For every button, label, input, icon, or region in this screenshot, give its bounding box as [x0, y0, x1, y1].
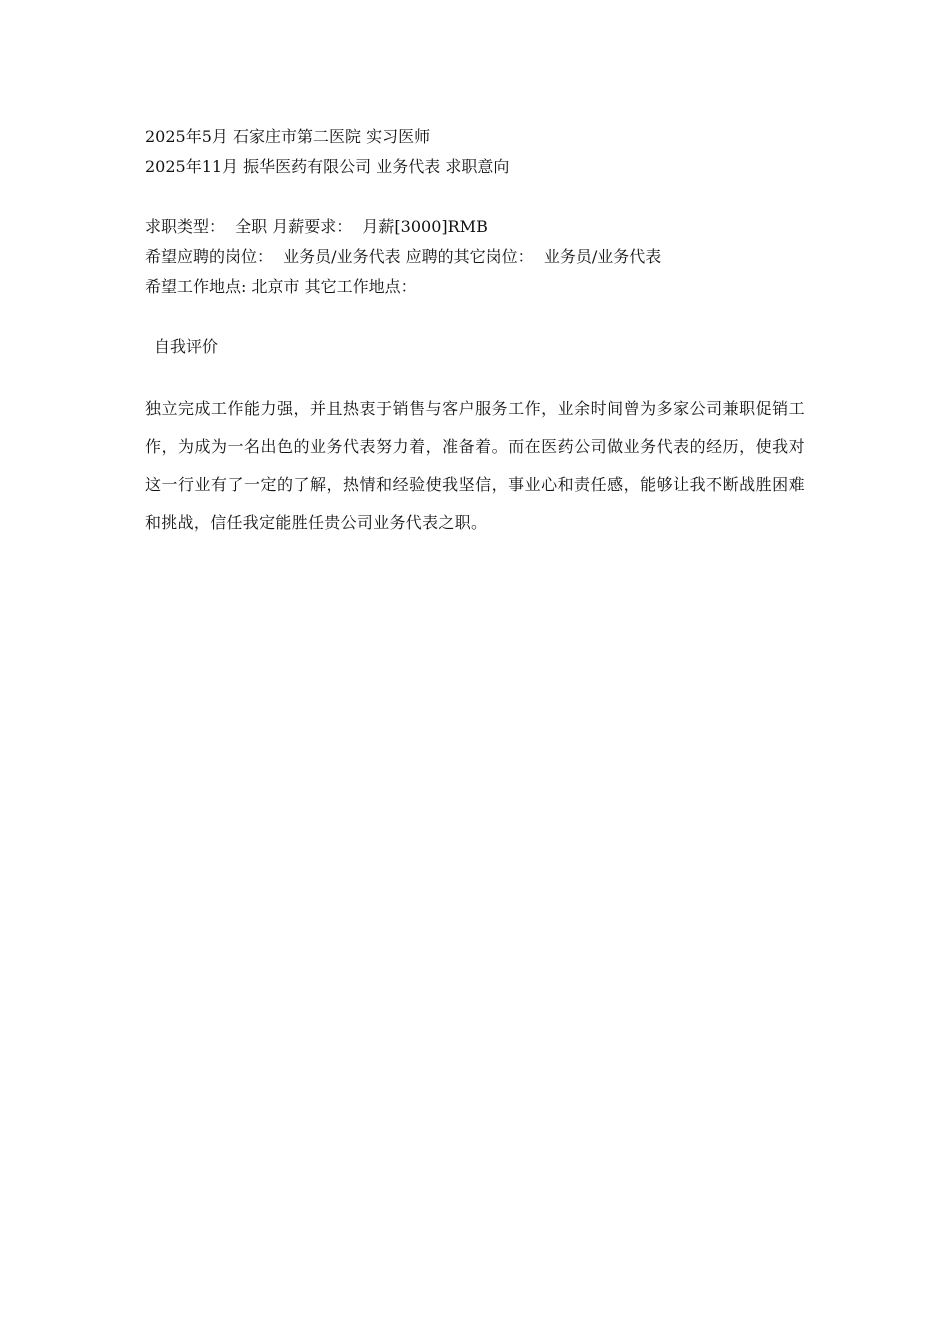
- self-evaluation-body: 独立完成工作能力强，并且热衷于销售与客户服务工作，业余时间曾为多家公司兼职促销工作，为成为一名出色的业务代表努力着，准备着。而在医药公司做业务代表的经历，使我对这一行业有了一定的了解，热情和经验使我坚信，事业心和责任感，能够让我不断战胜困难和挑战，信任我定能胜任贵公司业务代表之职。: [145, 399, 805, 532]
- job-position-line: 希望应聘的岗位： 业务员/业务代表 应聘的其它岗位： 业务员/业务代表: [145, 247, 662, 266]
- experience-line-1: 2025年5月 石家庄市第二医院 实习医师: [145, 127, 431, 146]
- self-evaluation-title: 自我评价: [154, 337, 219, 356]
- spacer: [145, 362, 805, 390]
- experience-line-2: 2025年11月 振华医药有限公司 业务代表 求职意向: [145, 157, 510, 176]
- spacer: [145, 182, 805, 212]
- job-type-line: 求职类型： 全职 月薪要求： 月薪[3000]RMB: [145, 217, 488, 236]
- spacer: [145, 302, 805, 332]
- job-location-line: 希望工作地点: 北京市 其它工作地点：: [145, 277, 417, 296]
- resume-content: [145, 122, 805, 542]
